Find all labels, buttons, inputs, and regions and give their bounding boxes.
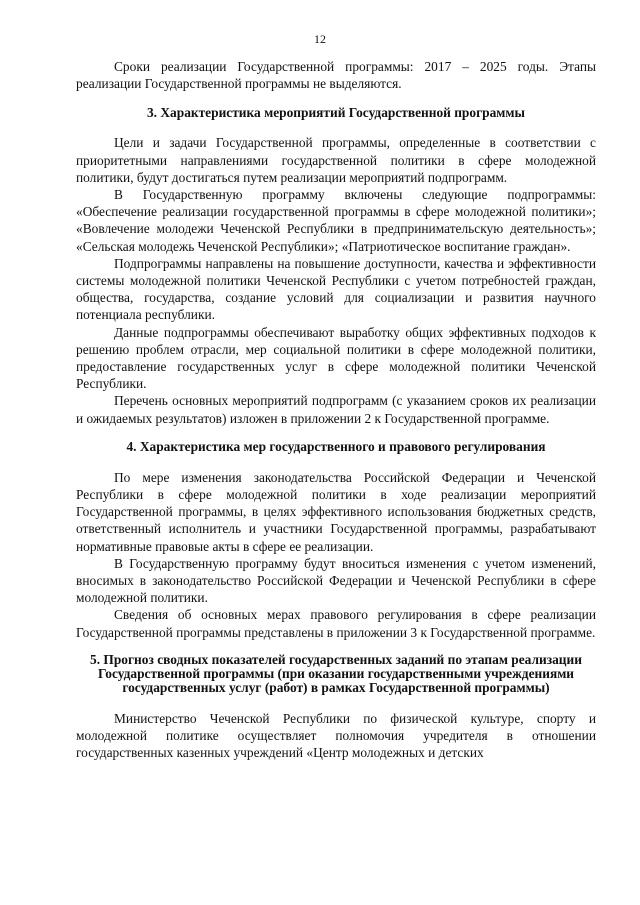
page-content <box>76 58 596 762</box>
section-3-paragraph-5: Перечень основных мероприятий подпрограмм (с указанием сроков их реализации и ожидаемых результатов) изложен в приложении 2 к Государственной программе. <box>76 393 596 426</box>
section-4-heading: 4. Характеристика мер государственного и правового регулирования <box>126 438 546 454</box>
section-5-paragraph-1: Министерство Чеченской Республики по физической культуре, спорту и молодежной политике осуществляет полномочия учредителя в отношении государственных казенных учреждений «Центр молодежных и детских <box>76 710 596 761</box>
section-5-heading: 5. Прогноз сводных показателей государственных заданий по этапам реализации Государственной программы (при оказании государственными учреждениями государственных услуг (работ) в рамках Государственной программы) <box>90 651 582 695</box>
section-4-paragraph-3: Сведения об основных мерах правового регулирования в сфере реализации Государственной программы представлены в приложении 3 к Государственной программе. <box>76 607 596 640</box>
section-3-paragraph-4: Данные подпрограммы обеспечивают выработку общих эффективных подходов к решению проблем отрасли, мер социальной политики в сфере молодежной политики, предоставление государственных услуг в сфере молодежной политики Чеченской Республики. <box>76 324 596 392</box>
section-3-paragraph-2: В Государственную программу включены следующие подпрограммы: «Обеспечение реализации государственной программы в сфере молодежной политики»; «Вовлечение молодежи Чеченской Республики в предпринимательскую деятельность»; «Сельская молодежь Чеченской Республики»; «Патриотическое воспитание граждан». <box>76 187 596 254</box>
section-3-paragraph-3: Подпрограммы направлены на повышение доступности, качества и эффективности системы молодежной политики Чеченской Республики с учетом потребностей граждан, общества, государства, создание условий для социализации и развития научного потенциала республики. <box>76 255 596 323</box>
section-3-heading: 3. Характеристика мероприятий Государственной программы <box>146 105 525 121</box>
section-4-paragraph-2: В Государственную программу будут вноситься изменения с учетом изменений, вносимых в законодательство Российской Федерации и Чеченской Республики в сфере молодежной политики. <box>76 555 596 606</box>
page-number: 12 <box>314 32 326 46</box>
section-3-paragraph-1: Цели и задачи Государственной программы, определенные в соответствии с приоритетными направлениями государственной политики в сфере молодежной политики, будут достигаться путем реализации мероприятий подпрограмм. <box>76 135 596 185</box>
intro-paragraph: Сроки реализации Государственной программы: 2017 – 2025 годы. Этапы реализации Государственной программы не выделяются. <box>76 59 596 92</box>
section-4-paragraph-1: По мере изменения законодательства Российской Федерации и Чеченской Республики в сфере молодежной политики в ходе реализации мероприятий Государственной программы, в целях эффективного использования бюджетных средств, ответственный исполнитель и участники Государственной программы, разрабатывают нормативные правовые акты в сфере ее реализации. <box>76 469 596 554</box>
